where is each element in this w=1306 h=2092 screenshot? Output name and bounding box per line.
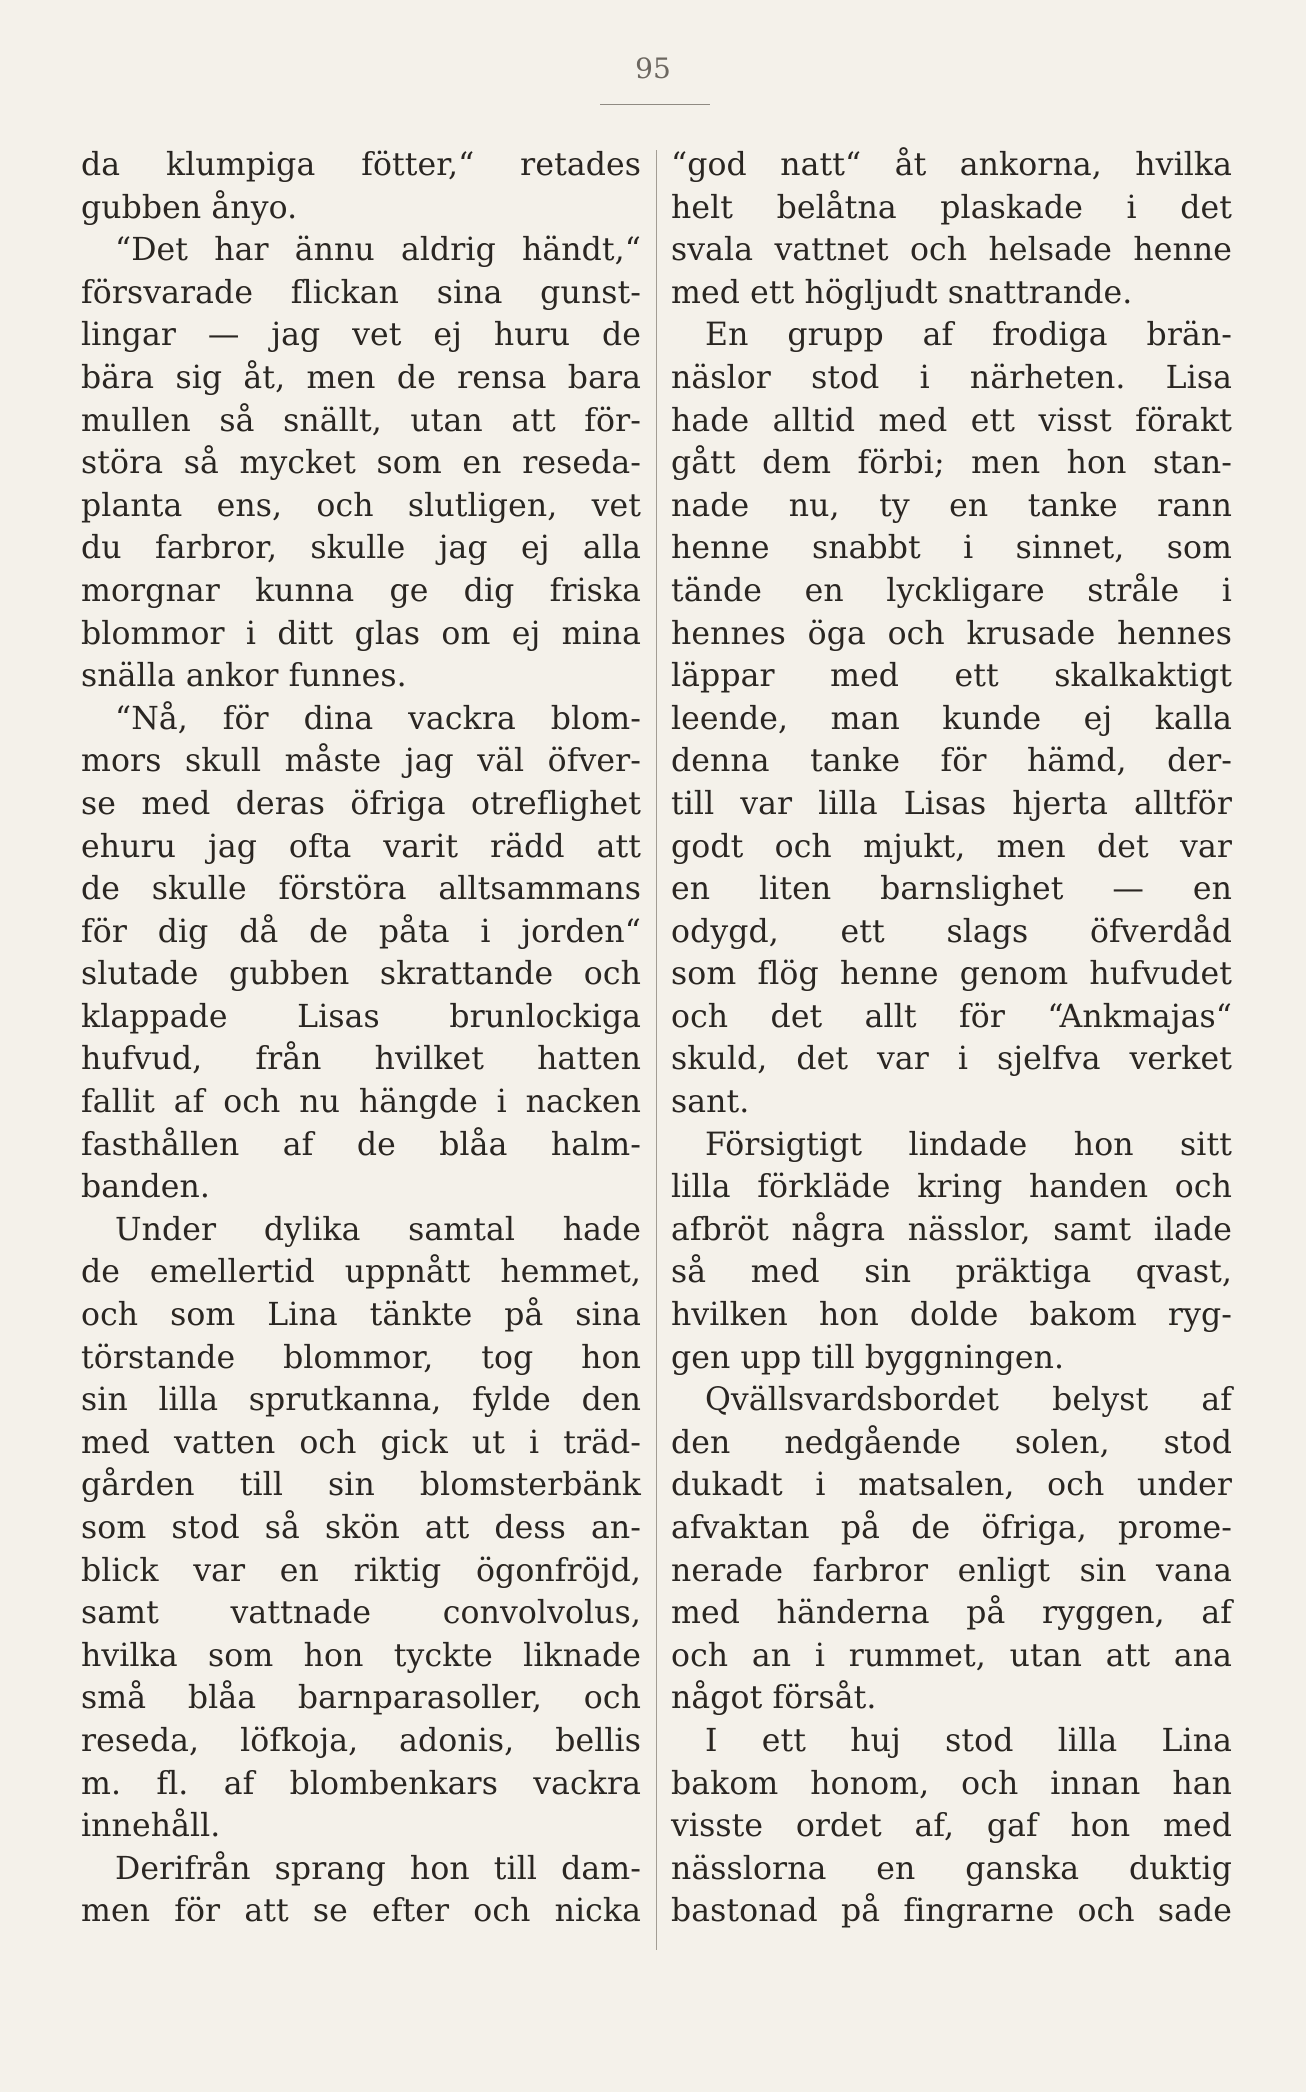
left-column-text-line: törstande blommor, tog hon bbox=[81, 1339, 641, 1376]
left-column-text-line: hvilka som hon tyckte liknade bbox=[81, 1637, 641, 1674]
right-column-text-line: denna tanke för hämd, der- bbox=[671, 743, 1232, 780]
right-column-text-line: visste ordet af, gaf hon med bbox=[671, 1808, 1232, 1845]
left-column-text-line: ehuru jag ofta varit rädd att bbox=[81, 828, 641, 865]
left-column-text-line: da klumpiga fötter,“ retades bbox=[81, 147, 641, 183]
header-rule bbox=[600, 104, 710, 105]
right-column-text-line: tände en lyckligare stråle i bbox=[671, 572, 1232, 609]
right-column-text-line: skuld, det var i sjelfva verket bbox=[671, 1041, 1232, 1078]
left-column-text-line: som stod så skön att dess an- bbox=[81, 1510, 641, 1546]
column-divider bbox=[656, 150, 657, 1950]
left-column-text-line: och som Lina tänkte på sina bbox=[81, 1297, 641, 1334]
left-column-text-line: störa så mycket som en reseda- bbox=[81, 445, 641, 482]
left-column-text-line: blommor i ditt glas om ej mina bbox=[81, 615, 641, 652]
left-column-text-line: fasthållen af de blåa halm- bbox=[81, 1126, 641, 1163]
left-column-text-line: försvarade flickan sina gunst- bbox=[81, 274, 641, 311]
right-column-text-line: hvilken hon dolde bakom ryg- bbox=[671, 1297, 1232, 1334]
right-column-text-line: gen upp till byggningen. bbox=[671, 1339, 1065, 1376]
right-column-text-line: näslor stod i närheten. Lisa bbox=[671, 359, 1232, 396]
right-column-text-line: bastonad på fingrarne och sade bbox=[671, 1893, 1232, 1930]
right-column-text-line: sant. bbox=[671, 1084, 750, 1121]
left-column-text-line: “Nå, för dina vackra blom- bbox=[115, 700, 641, 737]
left-column-text-line: de skulle förstöra alltsammans bbox=[81, 871, 641, 908]
right-column-text-line: lilla förkläde kring handen och bbox=[671, 1169, 1232, 1206]
left-column-text-line: slutade gubben skrattande och bbox=[81, 956, 641, 993]
right-column-text-line: så med sin präktiga qvast, bbox=[671, 1254, 1232, 1291]
left-column-text-line: morgnar kunna ge dig friska bbox=[81, 572, 641, 609]
right-column-text-line: leende, man kunde ej kalla bbox=[671, 700, 1232, 737]
right-column-text-line: I ett huj stod lilla Lina bbox=[705, 1722, 1232, 1759]
left-column-text-line: du farbror, skulle jag ej alla bbox=[81, 530, 641, 567]
left-column-text-line: mors skull måste jag väl öfver- bbox=[81, 743, 641, 780]
left-column-text-line: med vatten och gick ut i träd- bbox=[81, 1424, 641, 1461]
right-column-text-line: med ett högljudt snattrande. bbox=[671, 274, 1133, 311]
left-column-text-line: för dig då de påta i jorden“ bbox=[81, 913, 641, 950]
right-column-text-line: med händerna på ryggen, af bbox=[671, 1595, 1232, 1632]
left-column-text-line: hufvud, från hvilket hatten bbox=[81, 1041, 641, 1078]
left-column-text-line: gården till sin blomsterbänk bbox=[81, 1467, 641, 1504]
right-column-text-line: den nedgående solen, stod bbox=[671, 1424, 1232, 1461]
left-column-text-line: små blåa barnparasoller, och bbox=[81, 1680, 641, 1717]
left-column-text-line: m. fl. af blombenkars vackra bbox=[81, 1765, 641, 1802]
left-column-text-line: reseda, löfkoja, adonis, bellis bbox=[81, 1722, 641, 1759]
page-number: 95 bbox=[635, 52, 671, 85]
right-column-text-line: svala vattnet och helsade henne bbox=[671, 232, 1232, 269]
right-column-text-line: Försigtigt lindade hon sitt bbox=[705, 1126, 1232, 1163]
right-column-text-line: odygd, ett slags öfverdåd bbox=[671, 913, 1232, 950]
left-column-text-line: samt vattnade convolvolus, bbox=[81, 1595, 641, 1632]
left-column-text-line: lingar — jag vet ej huru de bbox=[81, 317, 641, 354]
right-column-text-line: helt belåtna plaskade i det bbox=[671, 189, 1232, 226]
right-column-text-line: hennes öga och krusade hennes bbox=[671, 615, 1232, 652]
left-column-text-line: klappade Lisas brunlockiga bbox=[81, 998, 641, 1035]
right-column-text-line: och an i rummet, utan att ana bbox=[671, 1637, 1232, 1674]
left-column-text-line: sin lilla sprutkanna, fylde den bbox=[81, 1382, 641, 1419]
right-column-text-line: En grupp af frodiga brän- bbox=[705, 317, 1232, 354]
right-column-text-line: som flög henne genom hufvudet bbox=[671, 956, 1232, 993]
left-column-text-line: banden. bbox=[81, 1169, 211, 1206]
left-column-text-line: bära sig åt, men de rensa bara bbox=[81, 359, 641, 396]
right-column bbox=[671, 144, 1232, 1933]
right-column-text-line: afvaktan på de öfriga, prome- bbox=[671, 1510, 1232, 1546]
left-column-text-line: de emellertid uppnått hemmet, bbox=[81, 1254, 641, 1291]
right-column-text-line: bakom honom, och innan han bbox=[671, 1765, 1232, 1802]
left-column bbox=[81, 144, 641, 1933]
right-column-text-line: “god natt“ åt ankorna, hvilka bbox=[671, 147, 1232, 183]
left-column-text-line: se med deras öfriga otreflighet bbox=[81, 785, 641, 822]
left-column-text-line: gubben ånyo. bbox=[81, 189, 298, 226]
right-column-text-line: och det allt för “Ankmajas“ bbox=[671, 998, 1232, 1035]
right-column-text-line: gått dem förbi; men hon stan- bbox=[671, 445, 1232, 482]
right-column-text-line: afbröt några nässlor, samt ilade bbox=[671, 1211, 1232, 1248]
left-column-text-line: “Det har ännu aldrig händt,“ bbox=[115, 232, 641, 269]
right-column-text-line: läppar med ett skalkaktigt bbox=[671, 658, 1232, 695]
right-column-text-line: godt och mjukt, men det var bbox=[671, 828, 1232, 865]
right-column-text-line: nässlorna en ganska duktig bbox=[671, 1850, 1232, 1887]
right-column-text-line: dukadt i matsalen, och under bbox=[671, 1467, 1232, 1504]
right-column-text-line: henne snabbt i sinnet, som bbox=[671, 530, 1232, 567]
left-column-text-line: fallit af och nu hängde i nacken bbox=[81, 1084, 641, 1121]
right-column-text-line: något försåt. bbox=[671, 1680, 877, 1717]
left-column-text-line: snälla ankor funnes. bbox=[81, 658, 407, 695]
left-column-text-line: men för att se efter och nicka bbox=[81, 1893, 641, 1930]
left-column-text-line: mullen så snällt, utan att för- bbox=[81, 402, 641, 439]
right-column-text-line: hade alltid med ett visst förakt bbox=[671, 402, 1232, 439]
left-column-text-line: planta ens, och slutligen, vet bbox=[81, 487, 641, 524]
left-column-text-line: Under dylika samtal hade bbox=[115, 1211, 641, 1248]
left-column-text-line: Derifrån sprang hon till dam- bbox=[115, 1850, 641, 1887]
right-column-text-line: nade nu, ty en tanke rann bbox=[671, 487, 1232, 524]
right-column-text-line: nerade farbror enligt sin vana bbox=[671, 1552, 1232, 1589]
right-column-text-line: en liten barnslighet — en bbox=[671, 871, 1232, 908]
left-column-text-line: blick var en riktig ögonfröjd, bbox=[81, 1552, 641, 1589]
right-column-text-line: Qvällsvardsbordet belyst af bbox=[705, 1382, 1232, 1419]
right-column-text-line: till var lilla Lisas hjerta alltför bbox=[671, 785, 1232, 822]
left-column-text-line: innehåll. bbox=[81, 1808, 221, 1845]
